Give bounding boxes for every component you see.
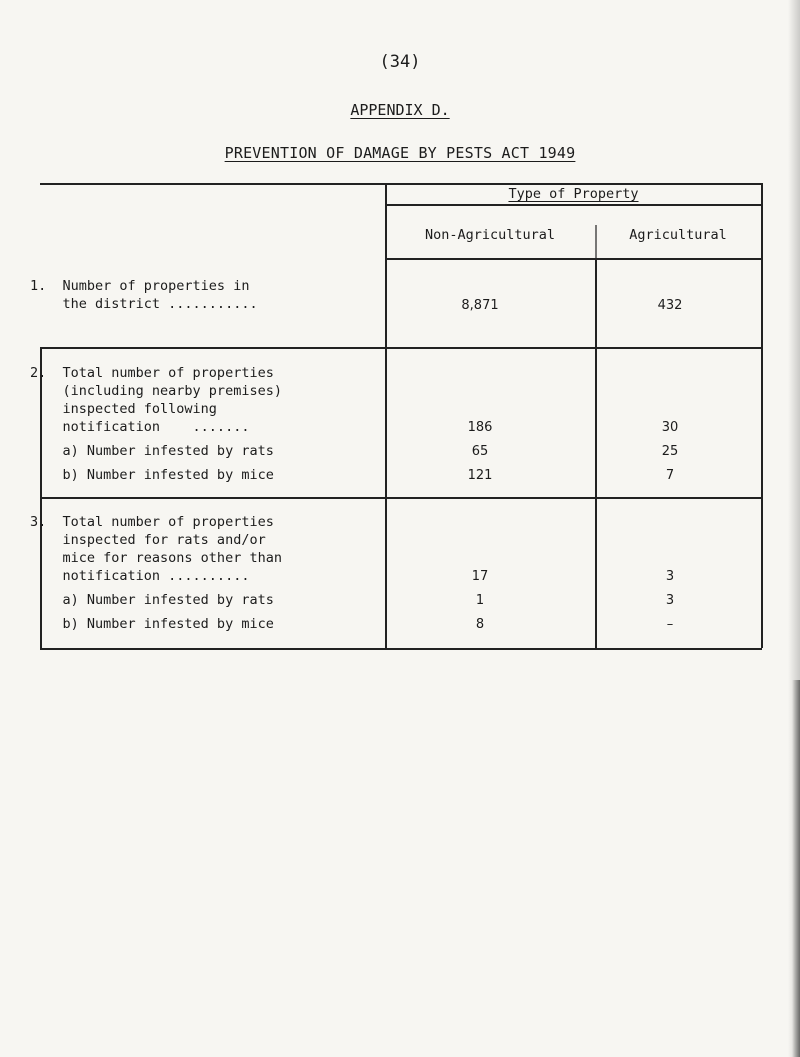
- row2-non-agricultural: 186: [467, 420, 493, 435]
- row2a-non-agricultural: 65: [471, 444, 489, 459]
- row3-label-line3: mice for reasons other than: [30, 550, 282, 566]
- scan-shadow-edge-dark: [792, 680, 800, 1057]
- row3b-non-agricultural: 8: [475, 617, 485, 632]
- header-non-agricultural: Non-Agricultural: [424, 227, 556, 243]
- row1-label-line1: 1. Number of properties in: [30, 278, 250, 294]
- row3a-label: a) Number infested by rats: [30, 592, 274, 608]
- row2a-label: a) Number infested by rats: [30, 443, 274, 459]
- row3a-agricultural: 3: [665, 593, 675, 608]
- header-bottom-rule: [385, 258, 762, 260]
- row1-label-line2: the district ...........: [30, 296, 258, 312]
- row3b-label: b) Number infested by mice: [30, 616, 274, 632]
- act-title-text: PREVENTION OF DAMAGE BY PESTS ACT 1949: [224, 144, 576, 162]
- appendix-title: [0, 101, 800, 119]
- appendix-title-text: APPENDIX D.: [350, 101, 450, 119]
- row3a-non-agricultural: 1: [475, 593, 485, 608]
- row3-agricultural: 3: [665, 569, 675, 584]
- row1-agricultural: 432: [657, 298, 683, 313]
- row3-label-line2: inspected for rats and/or: [30, 532, 266, 548]
- table-top-border: [40, 183, 762, 185]
- table-bottom-border: [40, 648, 762, 650]
- row2-label-line3: inspected following: [30, 401, 217, 417]
- header-group-rule: [385, 204, 762, 206]
- row1-non-agricultural: 8,871: [461, 298, 499, 313]
- header-type-of-property: Type of Property: [508, 186, 639, 202]
- header-agricultural: Agricultural: [629, 227, 727, 243]
- label-column-divider: [385, 183, 387, 648]
- row2a-agricultural: 25: [661, 444, 679, 459]
- table-right-border: [761, 183, 763, 648]
- row2-label-line2: (including nearby premises): [30, 383, 282, 399]
- row2-agricultural: 30: [661, 420, 679, 435]
- row3-label-line1: 3. Total number of properties: [30, 514, 274, 530]
- act-title: [0, 144, 800, 162]
- page-number: (34): [379, 52, 421, 72]
- row3-label-line4: notification ..........: [30, 568, 250, 584]
- row1-bottom-rule: [40, 347, 762, 349]
- value-column-divider: [595, 258, 597, 648]
- row3b-agricultural: –: [666, 617, 674, 632]
- row2-label-line1: 2. Total number of properties: [30, 365, 274, 381]
- row3-non-agricultural: 17: [471, 569, 489, 584]
- row2-bottom-rule: [40, 497, 762, 499]
- row2b-agricultural: 7: [665, 468, 675, 483]
- row2-label-line4: notification .......: [30, 419, 250, 435]
- row2b-non-agricultural: 121: [467, 468, 493, 483]
- row2b-label: b) Number infested by mice: [30, 467, 274, 483]
